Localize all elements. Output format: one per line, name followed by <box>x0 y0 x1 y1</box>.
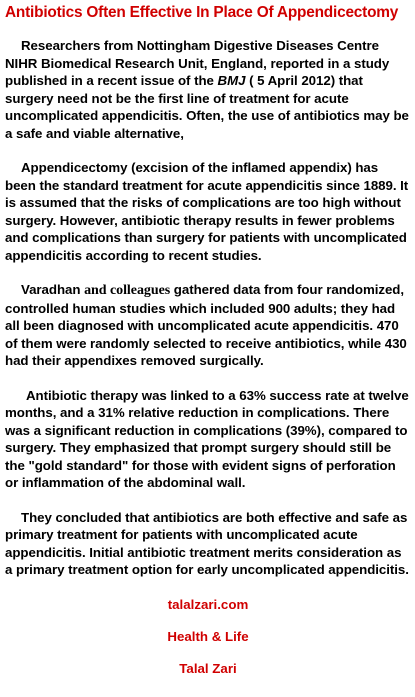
article-title: Antibiotics Often Effective In Place Of Appendicectomy <box>5 4 399 21</box>
paragraph-3-serif-text: and colleagues <box>84 283 171 298</box>
footer-author: Talal Zari <box>179 660 237 676</box>
footer-site: talalzari.com <box>167 596 249 612</box>
paragraph-1 <box>5 37 411 142</box>
paragraph-3-text-b: gathered data from four randomized, controlled human studies which included 900 adults; they had all been diagnosed with uncomplicated acute appendicitis. 470 of them were randomly selected to receive antibiotics, while 430 had their appendixes removed surgically. <box>5 282 407 368</box>
paragraph-3-text-a: Varadhan <box>21 282 85 297</box>
paragraph-1-text-a: Researchers from Nottingham Digestive Diseases Centre NIHR Biomedical Research Unit, England, reported in a study published in a recent issue of the <box>5 38 390 88</box>
paragraph-2: Appendicectomy (excision of the inflamed appendix) has been the standard treatment for acute appendicitis since 1889. It is assumed that the risks of complications are too high without surgery. However, antibiotic therapy results in fewer problems and complications than surgery for patients with uncomplicated appendicitis according to recent studies. <box>5 160 409 263</box>
footer <box>5 596 411 677</box>
journal-name: BMJ <box>217 73 246 88</box>
paragraph-4: Antibiotic therapy was linked to a 63% success rate at twelve months, and a 31% relative reduction in complications. There was a significant reduction in complications (39%), compared to surgery. They emphasized that prompt surgery should still be the "gold standard" for those with evident signs of perforation or inflammation of the abdominal wall. <box>5 387 409 490</box>
paragraph-1-text-b: ( 5 April 2012) that surgery need not be the first line of treatment for acute uncomplicated appendicitis. Often, the use of antibiotics may be a safe and viable alternative, <box>5 73 409 141</box>
paragraph-3 <box>5 281 411 370</box>
footer-section: Health & Life <box>167 628 249 644</box>
paragraph-5: They concluded that antibiotics are both effective and safe as primary treatment for patients with uncomplicated acute appendicitis. Initial antibiotic treatment merits consideration as a primary treatment option for early uncomplicated appendicitis. <box>5 509 409 577</box>
